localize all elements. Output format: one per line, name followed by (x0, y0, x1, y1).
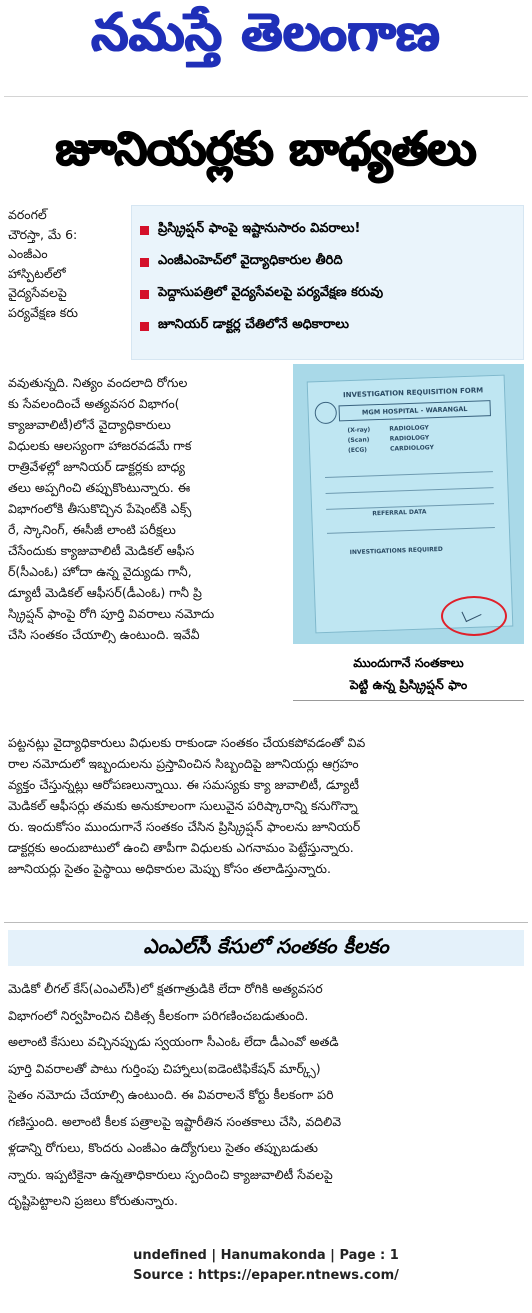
intro-line: వరంగల్ (8, 207, 47, 222)
form-hospital: MGM HOSPITAL - WARANGAL (339, 400, 491, 421)
text-line: రాల నమోదులో ఇబ్బందులను ప్రస్తావించిన సిబ్బందిపై జూనియర్లు ఆగ్రహం (8, 756, 359, 771)
highlight-item (140, 278, 523, 310)
text-line: వ్యక్తం చేస్తున్నట్లు ఆరోపణలున్నాయి. ఈ సమస్యకు క్యా జువాలిటీ, డ్యూటీ (8, 777, 360, 792)
text-line: మెడికల్ ఆఫీసర్లు తమకు అనుకూలంగా సులువైన పరిష్కారాన్ని కనుగొన్నా (8, 798, 358, 813)
text-line: డ్యూటీ మెడికల్ ఆఫీసర్(డీఎంఓ) గానీ ప్రి (8, 585, 202, 600)
text-line: న్నారు. ఇప్పటికైనా ఉన్నతాధికారులు స్పందించి క్యాజువాలిటీ సేవలపై (8, 1166, 333, 1182)
text-line: విధులకు ఆలస్యంగా హాజరవడమే గాక (8, 438, 192, 453)
text-line: ళ్లడాన్ని రోగులు, కొందరు ఎంజీఎం ఉద్యోగులు సైతం తప్పుబడుతు (8, 1140, 319, 1155)
form-label-cardiology: CARDIOLOGY (389, 444, 434, 453)
form-line (327, 518, 495, 534)
intro-line: వైద్యసేవలపై (8, 285, 67, 301)
page-footer (0, 1246, 532, 1286)
text-line: స్క్రిప్షన్ ఫాంపై రోగి పూర్తి వివరాలు నమోదు (8, 606, 215, 621)
intro-line: ఎంజీఎం (8, 246, 48, 262)
highlights-box (131, 205, 524, 360)
highlight-text: పెద్దాసుపత్రిలో వైద్యసేవలపై పర్యవేక్షణ కరువు (158, 285, 384, 300)
form-referral-label: REFERRAL DATA (372, 508, 427, 518)
text-line: ర్(సీఎంఓ) హోదా ఉన్న వైద్యుడు గానీ, (8, 564, 192, 579)
text-line: సైతం నమోదు చేయాల్సి ఉంటుంది. ఈ వివరాలనే కోర్టు కీలకంగా పరి (8, 1087, 334, 1102)
text-line: గణిస్తుంది. అలాంటి కీలక పత్రాలపై ఇష్టారీతిన సంతకాలు చేసి, వదిలివె (8, 1113, 342, 1129)
form-label-radiology: RADIOLOGY (389, 424, 429, 433)
bullet-square-icon (140, 258, 149, 267)
highlight-text: జూనియర్ డాక్టర్ల చేతిలోనే అధికారాలు (158, 317, 349, 332)
highlight-text: ఎంజీఎంహెచ్‌లో వైద్యాధికారుల తీరిది (158, 253, 343, 268)
text-line: డాక్టర్లకు అందుబాటులో ఉంచి తాపీగా విధులకు ఎగనామం పెట్టేస్తున్నారు. (8, 840, 354, 855)
form-line (326, 494, 494, 510)
form-investigations-label: INVESTIGATIONS REQUIRED (349, 545, 443, 557)
text-line: పట్టనట్లు వైద్యాధికారులు విధులకు రాకుండా సంతకం చేయకపోవడంతో వివ (8, 735, 366, 750)
masthead: నమస్తే తెలంగాణ (91, 2, 441, 63)
highlight-text: ప్రిస్క్రిప్షన్ ఫాంపై ఇష్టానుసారం వివరాలు! (158, 221, 361, 236)
form-label-radiology-2: RADIOLOGY (389, 434, 430, 443)
intro-line: హాస్పిటల్‌లో (8, 265, 66, 281)
caption-divider (293, 700, 524, 701)
footer-edition: undefined | Hanumakonda | Page : 1 (133, 1248, 399, 1263)
bullet-square-icon (140, 322, 149, 331)
paragraph-2 (8, 732, 524, 879)
text-line: విభాగంలో నిర్వహించిన చికిత్స కీలకంగా పరిగణించబడుతుంది. (8, 1007, 309, 1023)
text-line: జూనియర్లు సైతం పైస్థాయి అధికారుల మెప్పు కోసం తలాడిస్తున్నారు. (8, 861, 331, 876)
prescription-form-photo (293, 364, 524, 644)
hospital-logo-icon (314, 402, 337, 425)
footer-source: Source : https://epaper.ntnews.com/ (133, 1268, 399, 1283)
caption-line: ముందుగానే సంతకాలు (353, 655, 464, 670)
text-line: క్యాజువాలిటీ)లోనే వైద్యాధికారులు (8, 417, 171, 432)
bullet-square-icon (140, 226, 149, 235)
text-line: పూర్తి వివరాలతో పాటు గుర్తింపు చిహ్నాలు(ఐడెంటిఫికేషన్ మార్క్స్) (8, 1060, 321, 1076)
text-line: చేసేందుకు క్యాజువాలిటీ మెడికల్ ఆఫీస (8, 543, 195, 558)
form-label-ecg: (ECG) (347, 446, 368, 455)
text-line: దృష్టిపెట్టాలని ప్రజలు కోరుతున్నారు. (8, 1193, 178, 1208)
bullet-square-icon (140, 290, 149, 299)
caption-line: పెట్టి ఉన్న ప్రిస్క్రిప్షన్ ఫాం (349, 677, 468, 692)
highlight-item (140, 214, 523, 246)
text-line: అలాంటి కేసులు వచ్చినప్పుడు స్వయంగా సీఎంఓ లేదా డీఎంవో అతడి (8, 1034, 339, 1049)
form-line (325, 478, 493, 494)
section-divider (4, 922, 528, 923)
text-line: వవుతున్నది. నిత్యం వందలాది రోగుల (8, 375, 188, 390)
text-line: కు సేవలందించే అత్యవసర విభాగం( (8, 396, 180, 411)
intro-column (8, 205, 126, 323)
paragraph-1 (8, 372, 288, 645)
text-line: రు. ఇందుకోసం ముందుగానే సంతకం చేసిన ప్రిస్క్రిప్షన్ ఫాంలను జూనియర్ (8, 819, 361, 834)
form-title: INVESTIGATION REQUISITION FORM (342, 386, 484, 400)
paragraph-3 (8, 976, 524, 1215)
text-line: రాత్రివేళల్లో జూనియర్ డాక్టర్లకు బాధ్య (8, 459, 186, 474)
subheading: ఎంఎల్‌సీ కేసులో సంతకం కీలకం (8, 930, 524, 966)
form-label-scan: (Scan) (347, 436, 370, 445)
intro-line: చౌరస్తా, మే 6: (8, 226, 78, 242)
form-sheet (307, 375, 514, 634)
headline: జూనియర్లకు బాధ్యతలు (55, 121, 477, 175)
text-line: తలు అప్పగించి తప్పుకొంటున్నారు. ఈ (8, 480, 191, 495)
highlight-item (140, 246, 523, 278)
masthead-divider (4, 96, 528, 97)
text-line: మెడికో లీగల్ కేస్(ఎంఎల్‌సీ)లో క్షతగాత్రుడికి లేదా రోగికి అత్యవసర (8, 981, 323, 996)
text-line: చేసి సంతకం చేయాల్సి ఉంటుంది. ఇవేవీ (8, 627, 200, 642)
text-line: రే, స్కానింగ్, ఈసీజీ లాంటి పరీక్షలు (8, 522, 176, 537)
highlight-item (140, 310, 523, 342)
form-label-xray: (X-ray) (347, 426, 371, 435)
intro-line: పర్యవేక్షణ కరు (8, 304, 78, 320)
text-line: విభాగంలోకి తీసుకొచ్చిన పేషెంట్‌కి ఎక్స్ (8, 501, 192, 516)
form-line (325, 462, 493, 478)
photo-caption (293, 652, 524, 696)
